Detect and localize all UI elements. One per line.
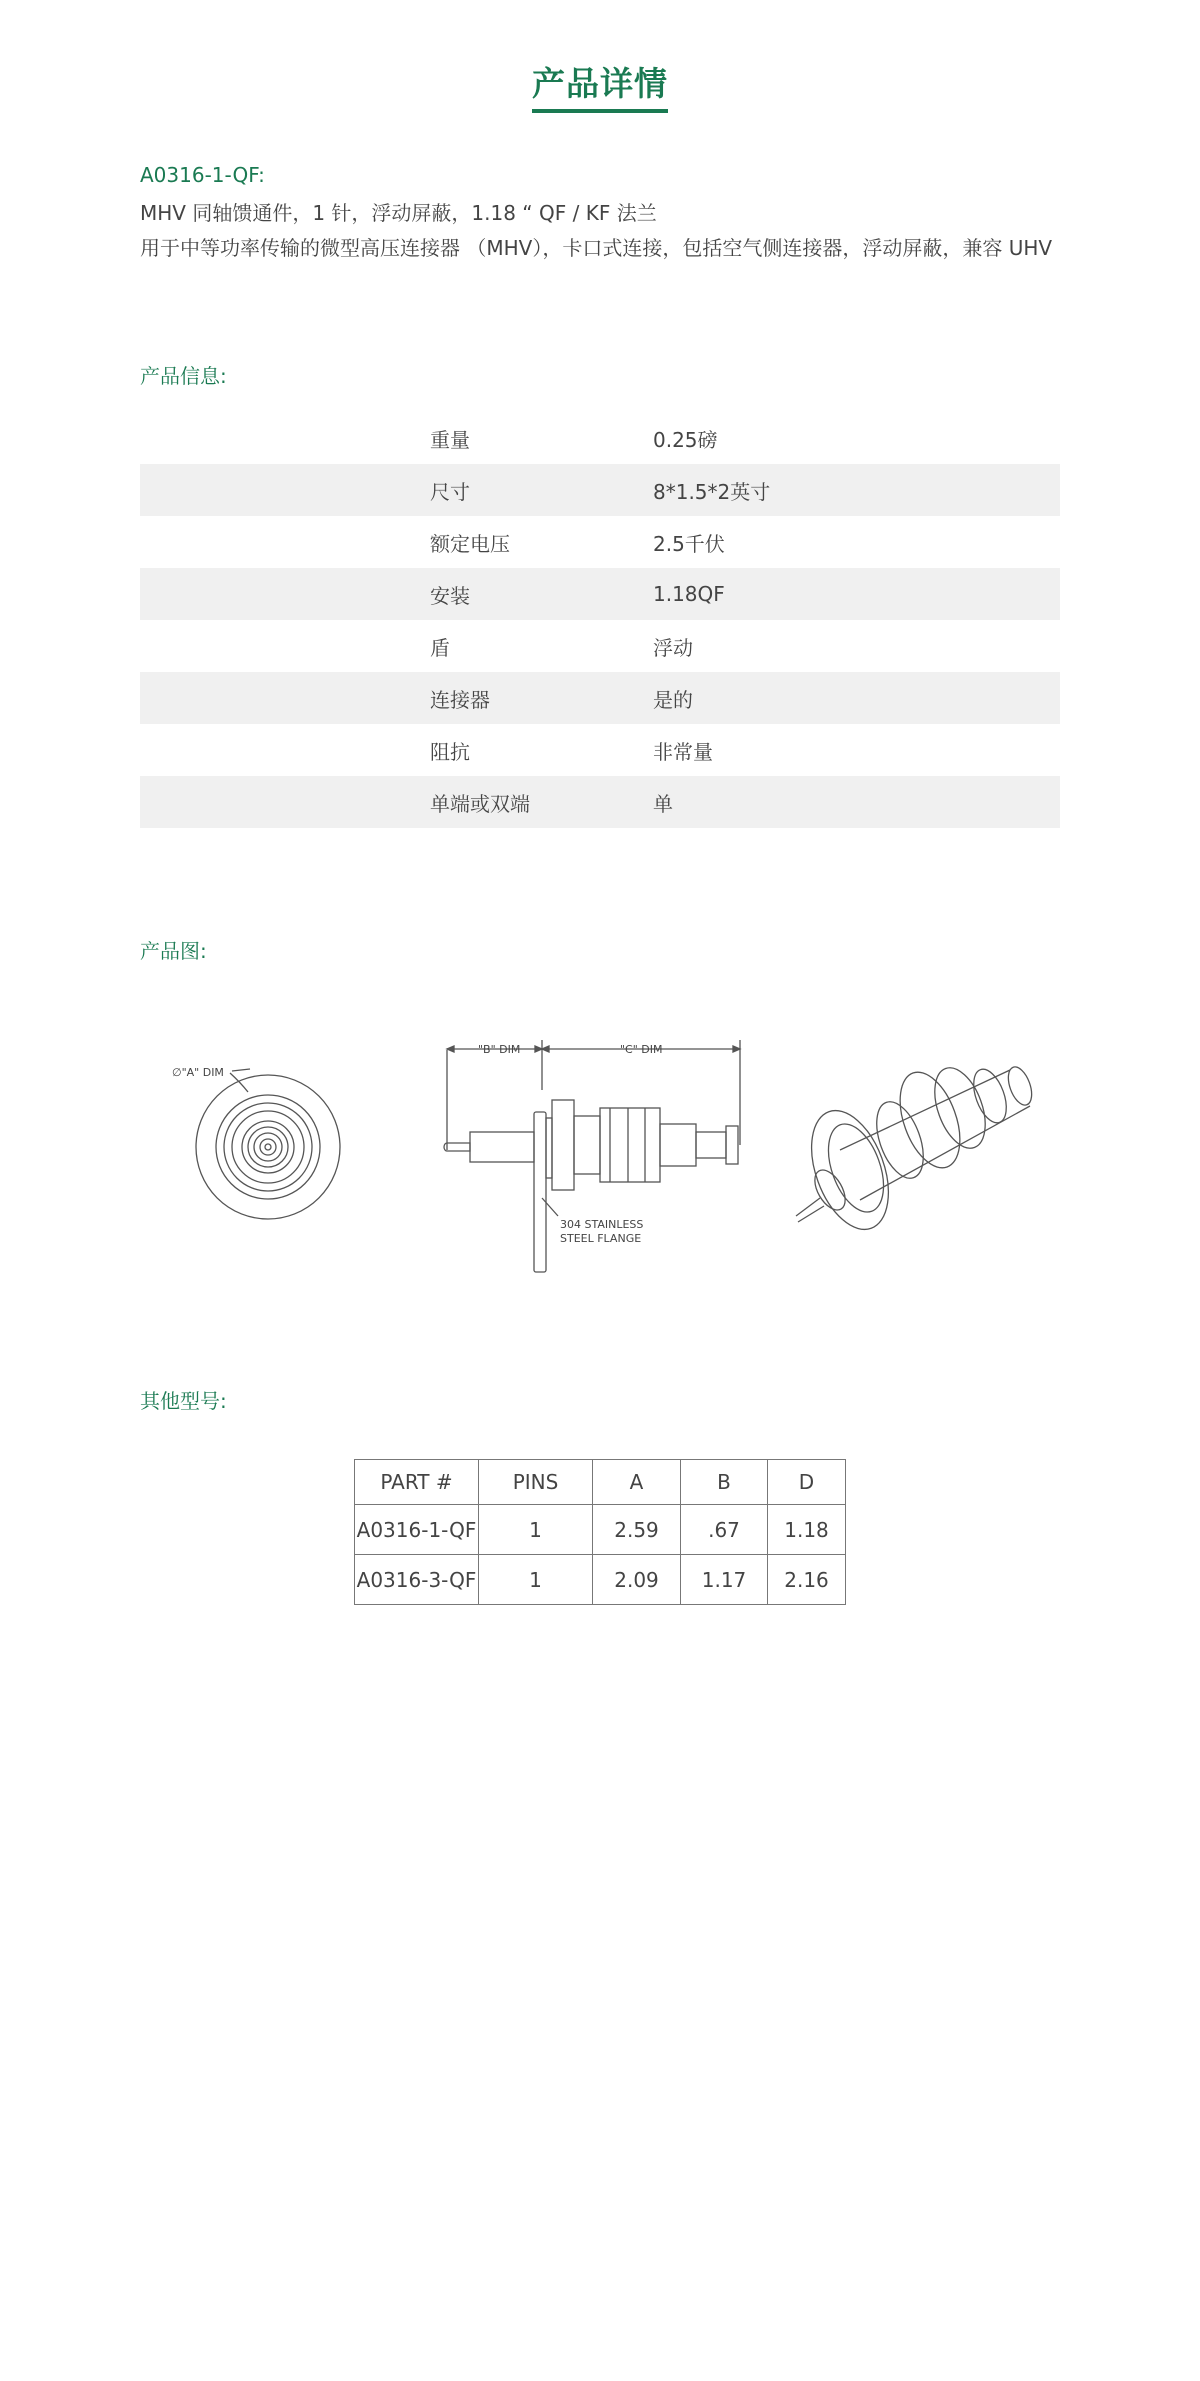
info-row (140, 464, 1060, 516)
info-row (140, 516, 1060, 568)
info-row (140, 672, 1060, 724)
a-dim-label: ∅"A" DIM (172, 1066, 224, 1079)
info-key: 盾 (430, 635, 450, 660)
c-dim-label: "C" DIM (620, 1043, 663, 1056)
flange-label-line1: 304 STAINLESS (560, 1218, 644, 1231)
models-header-cell: D (768, 1460, 846, 1505)
page-title: 产品详情 (532, 58, 668, 113)
models-row (355, 1505, 846, 1555)
other-models-label: 其他型号: (140, 1389, 227, 1413)
info-row (140, 620, 1060, 672)
info-key: 尺寸 (430, 479, 470, 504)
info-value: 2.5千伏 (653, 531, 725, 556)
info-key: 安装 (430, 583, 470, 608)
info-key: 重量 (430, 427, 470, 452)
b-dim-label: "B" DIM (478, 1043, 521, 1056)
models-cell: 1.17 (681, 1555, 768, 1605)
models-cell: 2.59 (593, 1505, 681, 1555)
info-section-label: 产品信息: (140, 364, 227, 388)
info-row (140, 724, 1060, 776)
models-header-cell: B (681, 1460, 768, 1505)
info-row (140, 776, 1060, 828)
info-value: 单 (653, 791, 673, 816)
models-row (355, 1555, 846, 1605)
models-header-cell: PINS (479, 1460, 593, 1505)
model-label: A0316-1-QF: (140, 163, 265, 187)
models-header-row (355, 1460, 846, 1505)
flange-label-line2: STEEL FLANGE (560, 1232, 642, 1245)
models-cell: 1.18 (768, 1505, 846, 1555)
info-value: 非常量 (653, 739, 713, 764)
info-value: 1.18QF (653, 582, 725, 606)
models-header-cell: PART # (355, 1460, 479, 1505)
info-value: 浮动 (653, 635, 693, 660)
image-section-label: 产品图: (140, 939, 207, 963)
info-key: 单端或双端 (430, 791, 530, 816)
other-models-table (354, 1459, 846, 1605)
info-value: 8*1.5*2英寸 (653, 479, 771, 504)
iso-view (796, 1061, 1036, 1240)
info-value: 是的 (653, 687, 693, 712)
models-cell: 1 (479, 1505, 593, 1555)
info-row (140, 412, 1060, 464)
info-key: 阻抗 (430, 739, 470, 764)
info-key: 额定电压 (430, 531, 510, 556)
info-row (140, 568, 1060, 620)
page-title-wrap (0, 58, 1200, 113)
front-view (196, 1069, 340, 1219)
models-header-cell: A (593, 1460, 681, 1505)
description-text: MHV 同轴馈通件，1 针，浮动屏蔽，1.18 “ QF / KF 法兰 用于中等功率传输的微型高压连接器 （MHV），卡口式连接，包括空气侧连接器，浮动屏蔽，兼容 UHV (140, 201, 1053, 260)
models-cell: .67 (681, 1505, 768, 1555)
product-info-table (140, 412, 1060, 828)
info-value: 0.25磅 (653, 427, 718, 452)
models-cell: 2.16 (768, 1555, 846, 1605)
info-key: 连接器 (430, 687, 490, 712)
product-description (140, 196, 1060, 266)
models-cell: 1 (479, 1555, 593, 1605)
models-cell: A0316-3-QF (355, 1555, 479, 1605)
product-drawing (140, 1020, 1060, 1280)
models-cell: A0316-1-QF (355, 1505, 479, 1555)
models-cell: 2.09 (593, 1555, 681, 1605)
